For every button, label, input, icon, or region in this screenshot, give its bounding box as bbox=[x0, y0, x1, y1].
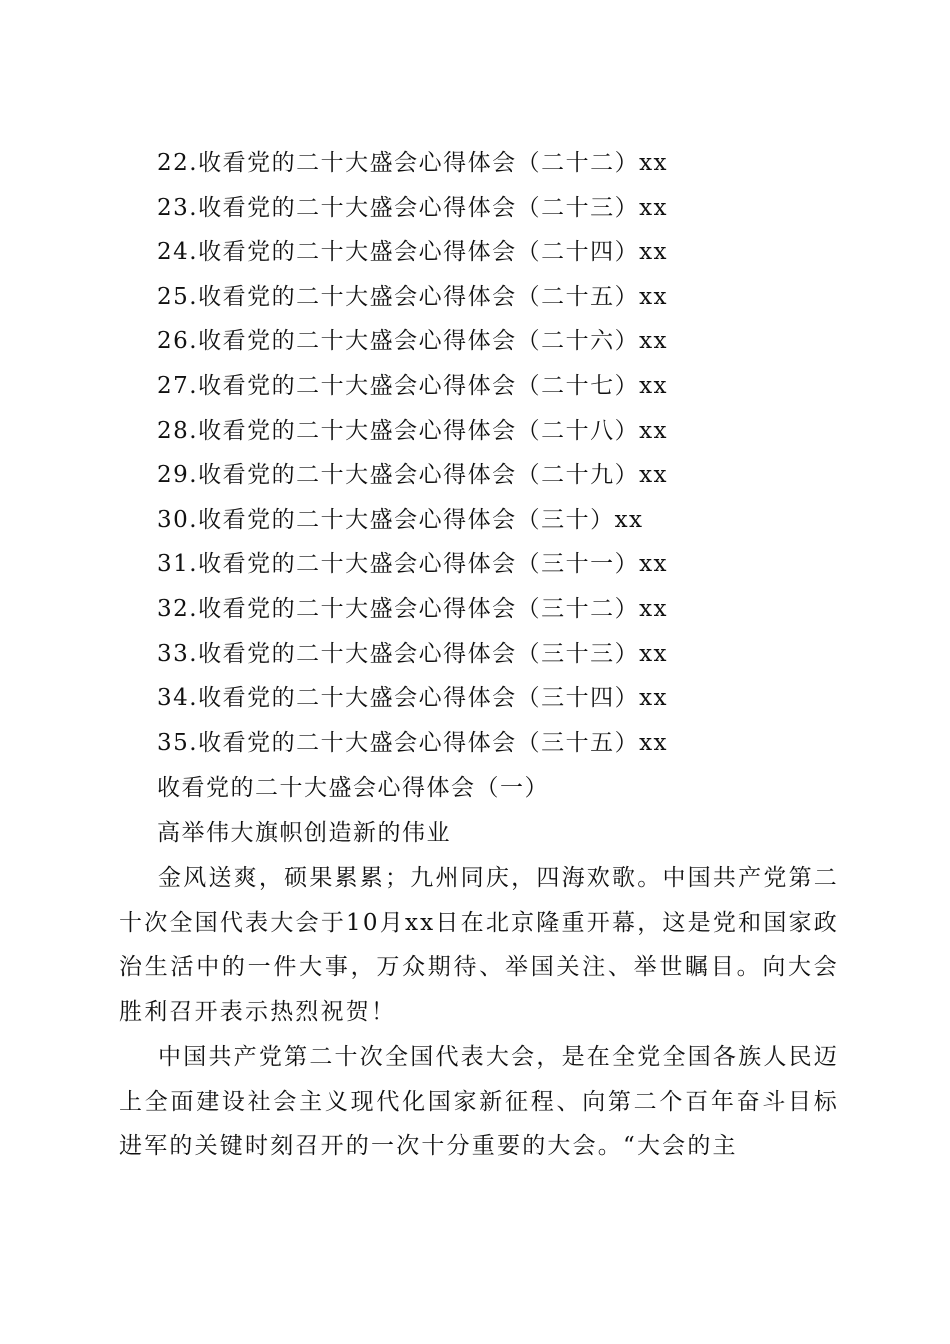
toc-item: 31.收看党的二十大盛会心得体会（三十一）xx bbox=[157, 551, 669, 578]
toc-item: 26.收看党的二十大盛会心得体会（二十六）xx bbox=[157, 328, 669, 355]
toc-item: 35.收看党的二十大盛会心得体会（三十五）xx bbox=[157, 729, 669, 756]
toc-item: 34.收看党的二十大盛会心得体会（三十四）xx bbox=[157, 685, 669, 712]
section-title: 收看党的二十大盛会心得体会（一） bbox=[157, 775, 549, 801]
toc-item: 28.收看党的二十大盛会心得体会（二十八）xx bbox=[157, 417, 669, 444]
article-title: 高举伟大旗帜创造新的伟业 bbox=[157, 820, 451, 846]
toc-item: 30.收看党的二十大盛会心得体会（三十）xx bbox=[157, 506, 644, 533]
toc-item: 25.收看党的二十大盛会心得体会（二十五）xx bbox=[157, 283, 669, 310]
body-paragraph: 金风送爽，硕果累累；九州同庆，四海欢歌。中国共产党第二十次全国代表大会于10月xx日在北京隆重开幕，这是党和国家政治生活中的一件大事，万众期待、举国关注、举世瞩目。向大会胜利召开表示热烈祝贺！ bbox=[119, 865, 839, 1025]
toc-item: 22.收看党的二十大盛会心得体会（二十二）xx bbox=[157, 150, 669, 176]
toc-item: 23.收看党的二十大盛会心得体会（二十三）xx bbox=[157, 194, 669, 221]
table-of-contents bbox=[157, 141, 668, 765]
body-paragraph: 中国共产党第二十次全国代表大会，是在全党全国各族人民迈上全面建设社会主义现代化国家新征程、向第二个百年奋斗目标进军的关键时刻召开的一次十分重要的大会。“大会的主 bbox=[119, 1044, 839, 1160]
toc-item: 33.收看党的二十大盛会心得体会（三十三）xx bbox=[157, 640, 669, 667]
toc-item: 32.收看党的二十大盛会心得体会（三十二）xx bbox=[157, 595, 669, 622]
toc-item: 29.收看党的二十大盛会心得体会（二十九）xx bbox=[157, 462, 669, 489]
toc-item: 27.收看党的二十大盛会心得体会（二十七）xx bbox=[157, 372, 669, 399]
toc-item: 24.收看党的二十大盛会心得体会（二十四）xx bbox=[157, 239, 669, 266]
